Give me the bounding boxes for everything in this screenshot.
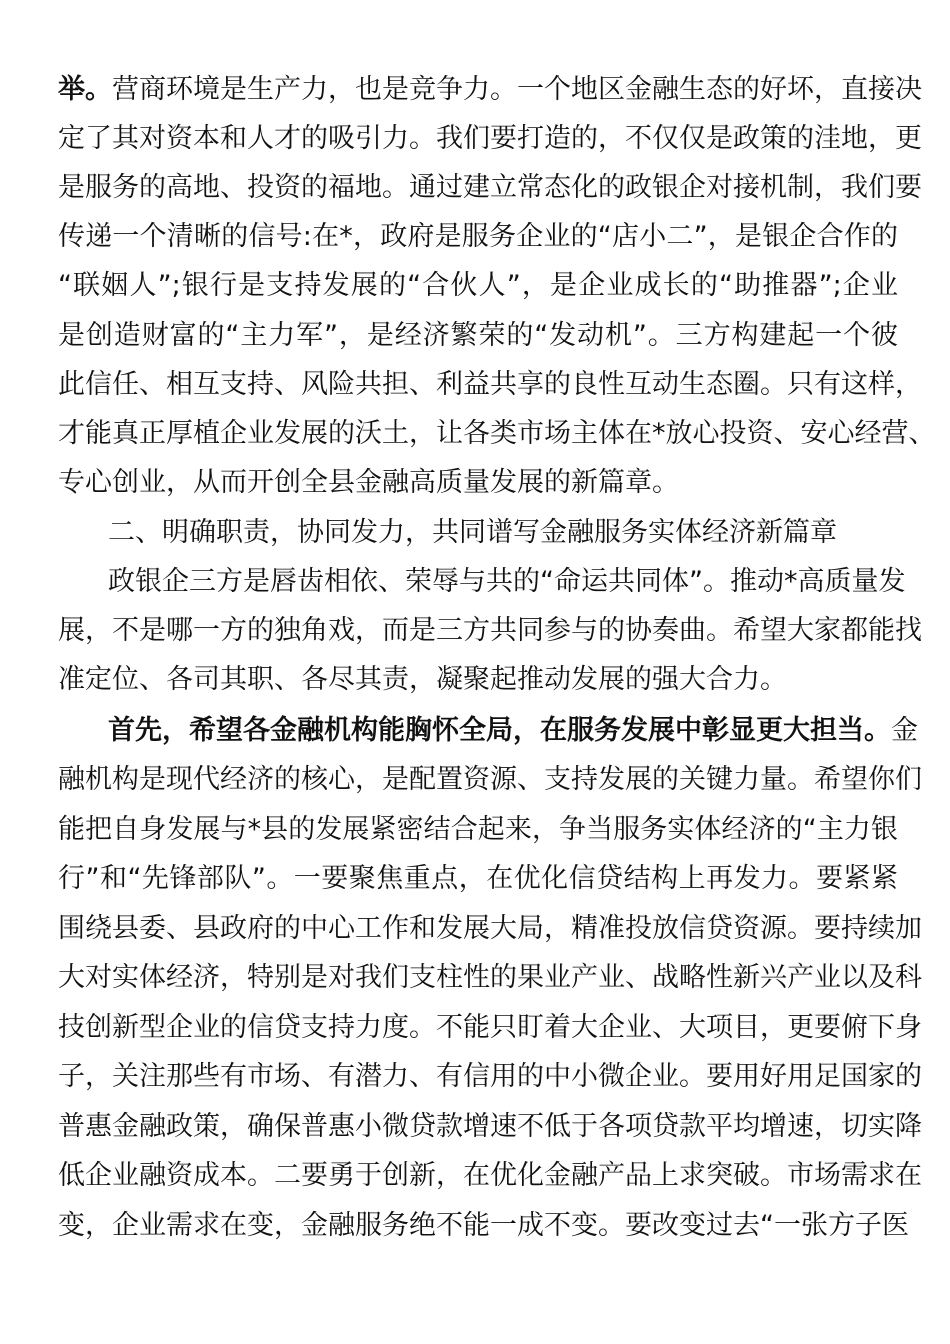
- paragraph-line: 专心创业，从而开创全县金融高质量发展的新篇章。: [58, 467, 679, 498]
- paragraph-line: 融机构是现代经济的核心，是配置资源、支持发展的关键力量。希望你们: [58, 764, 922, 795]
- paragraph-line: 举。营商环境是生产力，也是竞争力。一个地区金融生态的好坏，直接决: [58, 74, 922, 105]
- paragraph-line: 定了其对资本和人才的吸引力。我们要打造的，不仅仅是政策的洼地，更: [58, 123, 922, 154]
- paragraph-line: 普惠金融政策，确保普惠小微贷款增速不低于各项贷款平均增速，切实降: [58, 1111, 922, 1142]
- paragraph-line: 首先，希望各金融机构能胸怀全局，在服务发展中彰显更大担当。金: [108, 715, 918, 746]
- paragraph-line: 大对实体经济，特别是对我们支柱性的果业产业、战略性新兴产业以及科: [58, 962, 922, 993]
- bold-lead: 首先，希望各金融机构能胸怀全局，在服务发展中彰显更大担当。: [108, 715, 891, 746]
- paragraph-line: 行”和“先锋部队”。一要聚焦重点，在优化信贷结构上再发力。要紧紧: [58, 863, 898, 894]
- paragraph-line: 此信任、相互支持、风险共担、利益共享的良性互动生态圈。只有这样，: [58, 369, 922, 400]
- paragraph-line: 围绕县委、县政府的中心工作和发展大局，精准投放信贷资源。要持续加: [58, 913, 922, 944]
- paragraph-line: 是服务的高地、投资的福地。通过建立常态化的政银企对接机制，我们要: [58, 172, 922, 203]
- bold-lead: 举。: [58, 74, 112, 105]
- paragraph-line: 展，不是哪一方的独角戏，而是三方共同参与的协奏曲。希望大家都能找: [58, 615, 922, 646]
- paragraph-line: 变，企业需求在变，金融服务绝不能一成不变。要改变过去“一张方子医: [58, 1210, 909, 1241]
- paragraph-line: “联姻人”;银行是支持发展的“合伙人”，是企业成长的“助推器”;企业: [58, 270, 898, 301]
- paragraph-line: 是创造财富的“主力军”，是经济繁荣的“发动机”。三方构建起一个彼: [58, 320, 898, 351]
- paragraph-line: 传递一个清晰的信号:在*，政府是服务企业的“店小二”，是银企合作的: [58, 221, 898, 252]
- paragraph-line: 子，关注那些有市场、有潜力、有信用的中小微企业。要用好用足国家的: [58, 1061, 922, 1092]
- paragraph-line: 技创新型企业的信贷支持力度。不能只盯着大企业、大项目，更要俯下身: [58, 1012, 922, 1043]
- paragraph-line: 才能真正厚植企业发展的沃土，让各类市场主体在*放心投资、安心经营、: [58, 418, 936, 449]
- paragraph-line: 准定位、各司其职、各尽其责，凝聚起推动发展的强大合力。: [58, 664, 787, 695]
- paragraph-line: 低企业融资成本。二要勇于创新，在优化金融产品上求突破。市场需求在: [58, 1160, 922, 1191]
- paragraph-line: 能把自身发展与*县的发展紧密结合起来，争当服务实体经济的“主力银: [58, 814, 898, 845]
- section-heading: 二、明确职责，协同发力，共同谱写金融服务实体经济新篇章: [108, 517, 837, 548]
- paragraph-line: 政银企三方是唇齿相依、荣辱与共的“命运共同体”。推动*高质量发: [108, 566, 906, 597]
